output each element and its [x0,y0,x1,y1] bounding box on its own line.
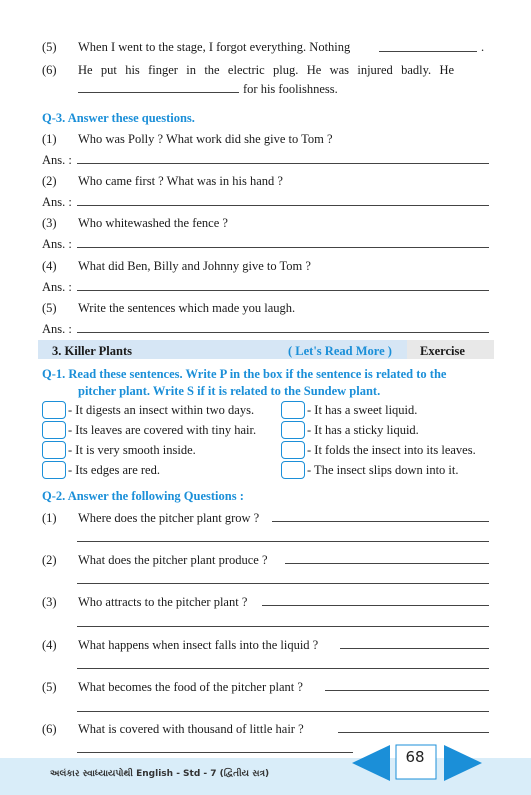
statement-text: - It is very smooth inside. [68,443,196,457]
q6-continuation: for his foolishness. [243,82,338,96]
read-more-label: ( Let's Read More ) [288,344,392,358]
answer-line[interactable] [77,205,489,206]
q1-heading-line1: Q-1. Read these sentences. Write P in the box if the sentence is related to the [42,367,447,381]
answer-line[interactable] [77,541,489,542]
q3-item-number: (5) [42,301,57,315]
q2-item-number: (5) [42,680,57,694]
statement-text: - The insect slips down into it. [307,463,459,477]
answer-box[interactable] [281,401,305,419]
q2-heading: Q-2. Answer the following Questions : [42,489,244,503]
q3-heading: Q-3. Answer these questions. [42,111,195,125]
answer-label: Ans. : [42,280,72,294]
answer-line[interactable] [338,732,489,733]
answer-box[interactable] [42,421,66,439]
answer-line[interactable] [272,521,489,522]
answer-line[interactable] [77,711,489,712]
statement-text: - It digests an insect within two days. [68,403,255,417]
answer-line[interactable] [77,583,489,584]
statement-text: - Its edges are red. [68,463,160,477]
statement-text: - It has a sweet liquid. [307,403,418,417]
answer-label: Ans. : [42,322,72,336]
statement-text: - It folds the insect into its leaves. [307,443,476,457]
exercise-label: Exercise [420,344,465,358]
answer-box[interactable] [42,461,66,479]
q3-item-number: (3) [42,216,57,230]
page-number: 68 [405,748,425,766]
q3-item-text: Who whitewashed the fence ? [78,216,228,230]
q5-blank[interactable] [379,51,477,52]
q2-item-text: What is covered with thousand of little hair ? [78,722,304,736]
right-arrow-shape [444,745,482,781]
q2-item-number: (3) [42,595,57,609]
answer-line[interactable] [77,163,489,164]
q2-item-number: (6) [42,722,57,736]
statement-text: - It has a sticky liquid. [307,423,419,437]
answer-box[interactable] [281,441,305,459]
q5-text: When I went to the stage, I forgot everything. Nothing [78,40,351,54]
answer-line[interactable] [77,668,489,669]
q2-item-text: What happens when insect falls into the liquid ? [78,638,319,652]
answer-line[interactable] [262,605,489,606]
answer-line[interactable] [77,626,489,627]
answer-line[interactable] [77,290,489,291]
answer-line[interactable] [77,247,489,248]
book-title: અલંકાર સ્વાધ્યાયપોથી English - Std - 7 (દ્વિતીય સત્ર) [50,769,270,779]
answer-box[interactable] [281,461,305,479]
q3-item-text: Write the sentences which made you laugh. [78,301,296,315]
q3-item-number: (2) [42,174,57,188]
q2-item-text: Who attracts to the pitcher plant ? [78,595,248,609]
answer-line[interactable] [285,563,489,564]
statement-text: - Its leaves are covered with tiny hair. [68,423,257,437]
q6-text: He put his finger in the electric plug. He was injured badly. He [78,63,455,77]
answer-line[interactable] [340,648,489,649]
q2-item-text: Where does the pitcher plant grow ? [78,511,260,525]
answer-box[interactable] [42,441,66,459]
answer-box[interactable] [281,421,305,439]
answer-line[interactable] [77,752,353,753]
answer-label: Ans. : [42,153,72,167]
chapter-title: 3. Killer Plants [52,344,132,358]
q2-item-number: (1) [42,511,57,525]
answer-line[interactable] [77,332,489,333]
q6-blank[interactable] [78,92,239,93]
q2-item-text: What does the pitcher plant produce ? [78,553,268,567]
q5-end: . [481,40,485,54]
q3-item-text: Who came first ? What was in his hand ? [78,174,283,188]
answer-line[interactable] [325,690,489,691]
q2-item-number: (2) [42,553,57,567]
left-arrow-shape [352,745,390,781]
answer-label: Ans. : [42,237,72,251]
q6-number: (6) [42,63,57,77]
q2-item-text: What becomes the food of the pitcher plant ? [78,680,303,694]
q3-item-number: (4) [42,259,57,273]
q1-heading-line2: pitcher plant. Write S if it is related to the Sundew plant. [78,384,381,398]
q5-number: (5) [42,40,57,54]
q3-item-text: Who was Polly ? What work did she give to Tom ? [78,132,333,146]
q3-item-number: (1) [42,132,57,146]
q2-item-number: (4) [42,638,57,652]
q3-item-text: What did Ben, Billy and Johnny give to Tom ? [78,259,311,273]
answer-label: Ans. : [42,195,72,209]
answer-box[interactable] [42,401,66,419]
